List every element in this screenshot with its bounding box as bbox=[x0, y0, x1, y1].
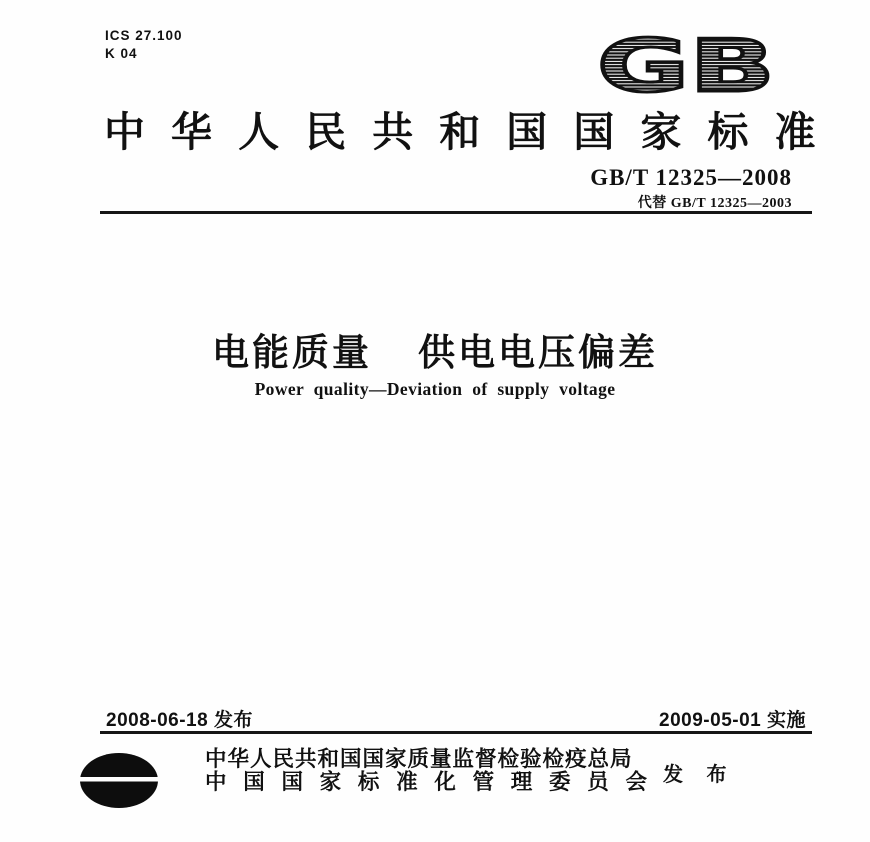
issue-date: 2008-06-18 发布 bbox=[106, 710, 253, 731]
replaces-note: 代替 GB/T 12325—2003 bbox=[637, 196, 792, 211]
gb-logo-text: GB bbox=[597, 34, 775, 100]
ics-code: ICS 27.100 bbox=[105, 28, 183, 43]
implement-date: 2009-05-01 实施 bbox=[659, 710, 806, 731]
national-standard-heading: 中华人民共和国国家标准 bbox=[104, 109, 816, 155]
document-title-cn-part2: 供电电压偏差 bbox=[418, 332, 658, 373]
date-row bbox=[106, 705, 806, 732]
document-title-en: Power quality—Deviation of supply voltage bbox=[254, 379, 616, 399]
class-code: K 04 bbox=[105, 45, 138, 61]
header-rule bbox=[100, 211, 812, 214]
standard-number: GB/T 12325—2008 bbox=[590, 165, 792, 190]
standard-number-block bbox=[590, 166, 792, 212]
issuer-name-primary: 中华人民共和国国家质量监督检验检疫总局 bbox=[205, 747, 633, 771]
document-title-cn bbox=[0, 322, 870, 376]
issuer-name-secondary: 中国国家标准化管理委员会 bbox=[205, 770, 647, 794]
ics-classification-block bbox=[105, 27, 183, 62]
document-title-cn-part1: 电能质量 bbox=[212, 332, 372, 373]
publish-label: 发 布 bbox=[663, 764, 736, 786]
issuer-block bbox=[205, 748, 647, 793]
gb-logo-icon bbox=[593, 34, 779, 100]
footer-rule bbox=[100, 731, 812, 734]
issuer-emblem-icon bbox=[80, 753, 158, 808]
